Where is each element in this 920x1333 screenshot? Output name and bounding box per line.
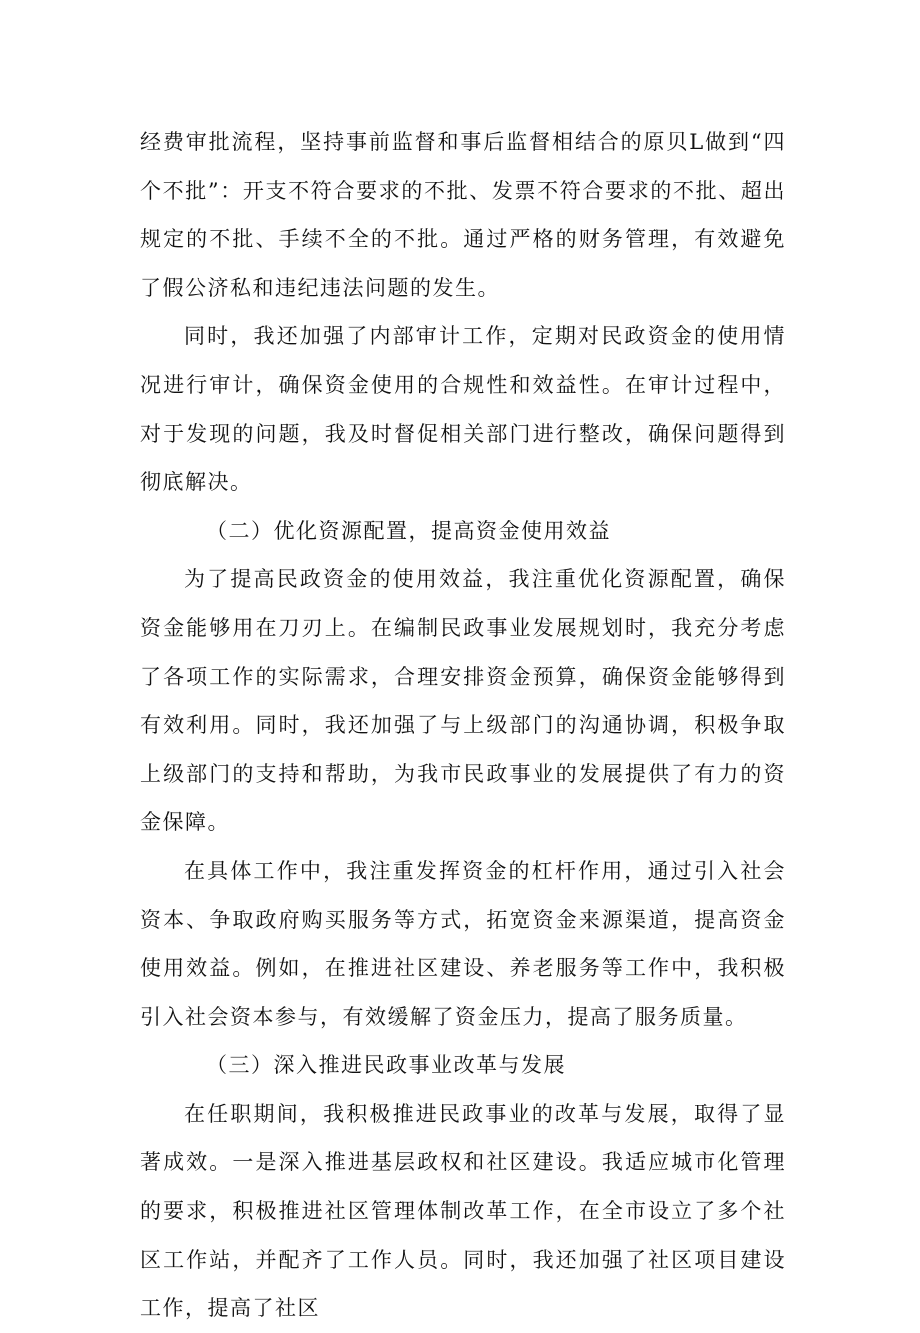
paragraph-financial-approval: 经费审批流程，坚持事前监督和事后监督相结合的原贝L做到“四个不批”：开支不符合要求的不批、发票不符合要求的不批、超出规定的不批、手续不全的不批。通过严格的财务管理，有效避免了假公济私和违纪违法问题的发生。 bbox=[140, 130, 786, 300]
paragraph-resource-optimization: 为了提高民政资金的使用效益，我注重优化资源配置，确保资金能够用在刀刃上。在编制民政事业发展规划时，我充分考虑了各项工作的实际需求，合理安排资金预算，确保资金能够得到有效利用。同时，我还加强了与上级部门的沟通协调，积极争取上级部门的支持和帮助，为我市民政事业的发展提供了有力的资金保障。 bbox=[140, 567, 786, 835]
section-heading-reform-development: （三）深入推进民政事业改革与发展 bbox=[206, 1053, 566, 1078]
paragraph-reform-progress: 在任职期间，我积极推进民政事业的改革与发展，取得了显著成效。一是深入推进基层政权和社区建设。我适应城市化管理的要求，积极推进社区管理体制改革工作，在全市设立了多个社区工作站，并配齐了工作人员。同时，我还加强了社区项目建设工作，提高了社区 bbox=[140, 1101, 786, 1321]
document-body bbox=[140, 118, 786, 1333]
paragraph-internal-audit: 同时，我还加强了内部审计工作，定期对民政资金的使用情况进行审计，确保资金使用的合规性和效益性。在审计过程中，对于发现的问题，我及时督促相关部门进行整改，确保问题得到彻底解决。 bbox=[140, 324, 786, 495]
paragraph-capital-leverage: 在具体工作中，我注重发挥资金的杠杆作用，通过引入社会资本、争取政府购买服务等方式，拓宽资金来源渠道，提高资金使用效益。例如，在推进社区建设、养老服务等工作中，我积极引入社会资本参与，有效缓解了资金压力，提高了服务质量。 bbox=[140, 858, 786, 1029]
section-heading-resource-allocation: （二）优化资源配置，提高资金使用效益 bbox=[206, 518, 611, 543]
